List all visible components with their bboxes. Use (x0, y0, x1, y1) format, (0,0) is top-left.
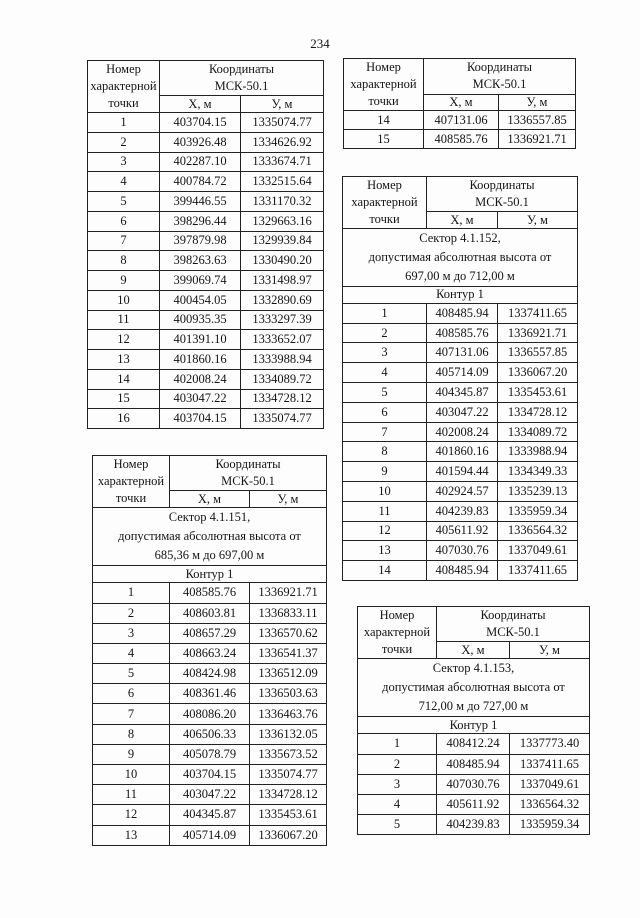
point-number-header-line: точки (381, 642, 413, 657)
table-row (343, 402, 578, 422)
y-coordinate-cell: 1336557.85 (498, 343, 578, 363)
y-coordinate-cell: 1330490.20 (241, 251, 324, 271)
point-number-header-line: характерной (97, 474, 165, 489)
x-coordinate-cell: 404239.83 (427, 501, 498, 521)
point-number-cell: 2 (358, 754, 437, 774)
point-number-header-line: Номер (379, 608, 415, 623)
x-coordinate-cell: 400935.35 (160, 310, 241, 330)
coordinates-header-line: МСК-50.1 (214, 79, 269, 94)
coordinates-table-e (357, 606, 590, 835)
table-row (358, 815, 590, 835)
y-coordinate-cell: 1333652.07 (241, 330, 324, 350)
point-number-cell: 4 (343, 363, 427, 383)
table-row (343, 462, 578, 482)
point-number-cell: 11 (93, 785, 170, 805)
x-coordinate-cell: 401391.10 (160, 330, 241, 350)
x-coordinate-cell: 403047.22 (427, 402, 498, 422)
table-row (343, 422, 578, 442)
table-row (344, 130, 576, 149)
x-coordinate-cell: 403704.15 (170, 765, 250, 785)
y-coordinate-cell: 1333988.94 (241, 350, 324, 370)
page-number: 234 (310, 36, 330, 51)
coordinates-table-b (92, 455, 327, 846)
y-coordinate-cell: 1336564.32 (510, 794, 590, 814)
sector-description-line: Сектор 4.1.152, (419, 231, 501, 245)
y-coordinate-cell: 1336067.20 (250, 825, 327, 845)
table-row (88, 330, 324, 350)
table-row (93, 825, 327, 845)
x-coordinate-cell: 408585.76 (170, 583, 250, 603)
point-number-cell: 5 (93, 664, 170, 684)
coordinates-header (160, 61, 324, 96)
header-row (344, 59, 576, 95)
x-coordinate-cell: 401860.16 (427, 442, 498, 462)
table-row (93, 724, 327, 744)
table-row (343, 303, 578, 323)
y-coordinate-cell: 1336570.62 (250, 623, 327, 643)
sector-description-line: 697,00 м до 712,00 м (405, 269, 515, 283)
y-coordinate-cell: 1336067.20 (498, 363, 578, 383)
x-coordinate-cell: 403704.15 (160, 409, 241, 429)
x-coordinate-cell: 402008.24 (427, 422, 498, 442)
x-coordinate-cell: 404239.83 (437, 815, 510, 835)
y-coordinate-cell: 1336557.85 (499, 111, 576, 130)
y-coordinate-cell: 1334089.72 (241, 369, 324, 389)
sector-description-line: допустимая абсолютная высота от (118, 529, 301, 544)
y-coordinate-cell: 1333988.94 (498, 442, 578, 462)
sector-description-line: допустимая абсолютная высота от (368, 250, 552, 264)
y-coordinate-cell: 1334728.12 (498, 402, 578, 422)
sector-description-line: Сектор 4.1.151, (168, 510, 251, 525)
x-coordinate-cell: 397879.98 (160, 231, 241, 251)
coordinates-header-line: МСК-50.1 (221, 474, 275, 488)
point-number-cell: 9 (93, 744, 170, 764)
point-number-cell: 10 (93, 765, 170, 785)
point-number-cell: 1 (358, 734, 437, 754)
x-coordinate-cell: 408585.76 (424, 130, 499, 149)
table-row (93, 664, 327, 684)
x-coordinate-cell: 408585.76 (427, 323, 498, 343)
y-coordinate-cell: 1332890.69 (241, 290, 324, 310)
point-number-cell: 9 (343, 462, 427, 482)
y-coordinate-cell: 1333674.71 (241, 152, 324, 172)
y-coordinate-cell: 1336564.32 (498, 521, 578, 541)
x-coordinate-cell: 399069.74 (160, 271, 241, 291)
table-row (88, 132, 324, 152)
point-number-cell: 8 (88, 251, 160, 271)
table-row (88, 369, 324, 389)
y-axis-header: У, м (241, 96, 324, 113)
x-coordinate-cell: 402924.57 (427, 482, 498, 502)
point-number-header-line: Номер (366, 60, 401, 74)
point-number-cell: 12 (88, 330, 160, 350)
point-number-cell: 5 (88, 192, 160, 212)
y-coordinate-cell: 1336541.37 (250, 643, 327, 663)
coordinates-header (424, 59, 576, 95)
point-number-cell: 8 (93, 724, 170, 744)
x-coordinate-cell: 407131.06 (424, 111, 499, 130)
table-row (88, 251, 324, 271)
table-row (358, 794, 590, 814)
x-coordinate-cell: 405078.79 (170, 744, 250, 764)
table-row (343, 383, 578, 403)
point-number-cell: 4 (88, 172, 160, 192)
y-coordinate-cell: 1335453.61 (250, 805, 327, 825)
x-coordinate-cell: 401594.44 (427, 462, 498, 482)
point-number-cell: 6 (343, 402, 427, 422)
point-number-cell: 16 (88, 409, 160, 429)
point-number-cell: 15 (344, 130, 424, 149)
point-number-cell: 7 (88, 231, 160, 251)
table-row (343, 482, 578, 502)
point-number-cell: 11 (343, 501, 427, 521)
table-row (343, 323, 578, 343)
y-coordinate-cell: 1335074.77 (250, 765, 327, 785)
coordinates-header-line: Координаты (480, 608, 546, 622)
x-coordinate-cell: 406506.33 (170, 724, 250, 744)
y-coordinate-cell: 1335453.61 (498, 383, 578, 403)
x-coordinate-cell: 407131.06 (427, 343, 498, 363)
x-coordinate-cell: 402287.10 (160, 152, 241, 172)
point-number-header (344, 59, 424, 111)
y-coordinate-cell: 1334728.12 (241, 389, 324, 409)
x-coordinate-cell: 407030.76 (437, 774, 510, 794)
x-coordinate-cell: 399446.55 (160, 192, 241, 212)
coordinates-header (437, 607, 590, 642)
sector-description-line: 685,36 м до 697,00 м (154, 548, 265, 563)
sector-row (343, 229, 578, 287)
point-number-cell: 5 (343, 383, 427, 403)
y-coordinate-cell: 1336833.11 (250, 603, 327, 623)
x-coordinate-cell: 401860.16 (160, 350, 241, 370)
sector-row (358, 659, 590, 717)
coordinates-table-a (87, 60, 324, 429)
point-number-cell: 2 (93, 603, 170, 623)
x-coordinate-cell: 400784.72 (160, 172, 241, 192)
contour-row (358, 717, 590, 734)
coordinates-header-line: Координаты (215, 457, 281, 471)
y-coordinate-cell: 1336512.09 (250, 664, 327, 684)
x-coordinate-cell: 405611.92 (437, 794, 510, 814)
x-coordinate-cell: 408603.81 (170, 603, 250, 623)
table-row (93, 785, 327, 805)
table-row (93, 583, 327, 603)
point-number-header (93, 456, 170, 508)
point-number-header-line: точки (115, 491, 147, 506)
y-coordinate-cell: 1332515.64 (241, 172, 324, 192)
point-number-cell: 4 (93, 643, 170, 663)
table-row (88, 310, 324, 330)
y-coordinate-cell: 1336503.63 (250, 684, 327, 704)
x-axis-header: X, м (427, 212, 498, 229)
point-number-header-line: характерной (363, 625, 431, 640)
point-number-header-line: характерной (90, 79, 157, 93)
point-number-cell: 1 (93, 583, 170, 603)
point-number-cell: 11 (88, 310, 160, 330)
point-number-cell: 13 (343, 541, 427, 561)
x-coordinate-cell: 408412.24 (437, 734, 510, 754)
point-number-cell: 3 (343, 343, 427, 363)
point-number-cell: 3 (88, 152, 160, 172)
point-number-cell: 3 (358, 774, 437, 794)
contour-label: Контур 1 (358, 717, 590, 734)
y-coordinate-cell: 1335959.34 (498, 501, 578, 521)
table-row (358, 734, 590, 754)
header-row (88, 61, 324, 96)
point-number-cell: 5 (358, 815, 437, 835)
point-number-header (88, 61, 160, 113)
y-coordinate-cell: 1336921.71 (499, 130, 576, 149)
header-row (358, 607, 590, 642)
sector-row (93, 508, 327, 566)
x-coordinate-cell: 398263.63 (160, 251, 241, 271)
contour-row (343, 287, 578, 304)
point-number-header-line: Номер (106, 62, 141, 76)
table-row (88, 211, 324, 231)
sector-description-line: допустимая абсолютная высота от (382, 680, 565, 695)
point-number-cell: 4 (358, 794, 437, 814)
x-coordinate-cell: 404345.87 (427, 383, 498, 403)
y-coordinate-cell: 1337411.65 (498, 303, 578, 323)
table-row (343, 521, 578, 541)
point-number-header-line: характерной (351, 195, 418, 209)
y-coordinate-cell: 1329939.84 (241, 231, 324, 251)
y-axis-header: У, м (499, 94, 576, 110)
table-row (343, 501, 578, 521)
point-number-cell: 6 (93, 684, 170, 704)
x-axis-header: X, м (170, 491, 250, 508)
y-coordinate-cell: 1331170.32 (241, 192, 324, 212)
table-row (358, 754, 590, 774)
table-row (88, 192, 324, 212)
y-coordinate-cell: 1337049.61 (510, 774, 590, 794)
point-number-cell: 2 (88, 132, 160, 152)
table-row (88, 350, 324, 370)
y-coordinate-cell: 1335673.52 (250, 744, 327, 764)
x-coordinate-cell: 408424.98 (170, 664, 250, 684)
x-coordinate-cell: 400454.05 (160, 290, 241, 310)
y-coordinate-cell: 1336132.05 (250, 724, 327, 744)
y-coordinate-cell: 1335074.77 (241, 113, 324, 133)
table-row (93, 643, 327, 663)
point-number-cell: 13 (93, 825, 170, 845)
x-coordinate-cell: 402008.24 (160, 369, 241, 389)
table-row (343, 541, 578, 561)
y-axis-header: У, м (250, 491, 327, 508)
coordinates-header-line: МСК-50.1 (475, 195, 529, 210)
point-number-cell: 9 (88, 271, 160, 291)
y-coordinate-cell: 1329663.16 (241, 211, 324, 231)
point-number-header-line: точки (368, 94, 399, 108)
x-axis-header: X, м (424, 94, 499, 110)
table-row (93, 805, 327, 825)
point-number-cell: 14 (343, 561, 427, 581)
x-coordinate-cell: 408485.94 (427, 561, 498, 581)
table-row (93, 623, 327, 643)
point-number-cell: 3 (93, 623, 170, 643)
y-coordinate-cell: 1336921.71 (498, 323, 578, 343)
sector-description (93, 508, 327, 566)
y-axis-header: У, м (510, 642, 590, 659)
x-coordinate-cell: 398296.44 (160, 211, 241, 231)
point-number-header (343, 177, 427, 229)
table-row (88, 152, 324, 172)
y-coordinate-cell: 1333297.39 (241, 310, 324, 330)
x-coordinate-cell: 405714.09 (427, 363, 498, 383)
point-number-header-line: Номер (367, 178, 402, 192)
sector-description (343, 229, 578, 287)
point-number-cell: 1 (343, 303, 427, 323)
y-coordinate-cell: 1334349.33 (498, 462, 578, 482)
point-number-cell: 7 (343, 422, 427, 442)
coordinates-table-c (343, 58, 576, 149)
point-number-cell: 14 (88, 369, 160, 389)
y-axis-header: У, м (498, 212, 578, 229)
table-row (343, 363, 578, 383)
x-coordinate-cell: 408657.29 (170, 623, 250, 643)
table-row (88, 113, 324, 133)
y-coordinate-cell: 1337049.61 (498, 541, 578, 561)
y-coordinate-cell: 1331498.97 (241, 271, 324, 291)
y-coordinate-cell: 1334626.92 (241, 132, 324, 152)
point-number-cell: 8 (343, 442, 427, 462)
y-coordinate-cell: 1334089.72 (498, 422, 578, 442)
table-row (93, 684, 327, 704)
contour-row (93, 566, 327, 583)
table-row (93, 704, 327, 724)
point-number-cell: 1 (88, 113, 160, 133)
x-coordinate-cell: 405611.92 (427, 521, 498, 541)
point-number-cell: 13 (88, 350, 160, 370)
x-coordinate-cell: 405714.09 (170, 825, 250, 845)
table-row (88, 231, 324, 251)
sector-description-line: Сектор 4.1.153, (432, 661, 515, 676)
coordinates-table-d (342, 176, 578, 581)
x-coordinate-cell: 408086.20 (170, 704, 250, 724)
point-number-header (358, 607, 437, 659)
point-number-cell: 14 (344, 111, 424, 130)
y-coordinate-cell: 1334728.12 (250, 785, 327, 805)
sector-description (358, 659, 590, 717)
table-row (88, 172, 324, 192)
point-number-cell: 7 (93, 704, 170, 724)
coordinates-header (427, 177, 578, 212)
point-number-cell: 6 (88, 211, 160, 231)
table-row (343, 343, 578, 363)
sector-description-line: 712,00 м до 727,00 м (418, 699, 529, 714)
header-row (93, 456, 327, 491)
x-coordinate-cell: 403047.22 (160, 389, 241, 409)
table-row (93, 765, 327, 785)
point-number-header-line: точки (108, 96, 139, 110)
point-number-header-line: характерной (350, 77, 417, 91)
y-coordinate-cell: 1335239.13 (498, 482, 578, 502)
x-coordinate-cell: 403926.48 (160, 132, 241, 152)
x-coordinate-cell: 408485.94 (427, 303, 498, 323)
point-number-cell: 12 (93, 805, 170, 825)
table-row (88, 271, 324, 291)
point-number-cell: 12 (343, 521, 427, 541)
x-coordinate-cell: 403704.15 (160, 113, 241, 133)
y-coordinate-cell: 1336921.71 (250, 583, 327, 603)
table-row (88, 389, 324, 409)
table-row (88, 409, 324, 429)
contour-label: Контур 1 (93, 566, 327, 583)
x-coordinate-cell: 408485.94 (437, 754, 510, 774)
coordinates-header-line: МСК-50.1 (472, 77, 527, 92)
x-coordinate-cell: 404345.87 (170, 805, 250, 825)
contour-label: Контур 1 (343, 287, 578, 304)
point-number-cell: 2 (343, 323, 427, 343)
x-axis-header: X, м (437, 642, 510, 659)
point-number-cell: 10 (88, 290, 160, 310)
x-coordinate-cell: 407030.76 (427, 541, 498, 561)
point-number-header-line: точки (369, 212, 400, 226)
y-coordinate-cell: 1335074.77 (241, 409, 324, 429)
coordinates-header-line: Координаты (208, 62, 275, 77)
table-row (343, 561, 578, 581)
x-axis-header: X, м (160, 96, 241, 113)
point-number-cell: 15 (88, 389, 160, 409)
x-coordinate-cell: 408663.24 (170, 643, 250, 663)
coordinates-header-line: МСК-50.1 (486, 625, 540, 639)
x-coordinate-cell: 408361.46 (170, 684, 250, 704)
table-row (93, 744, 327, 764)
x-coordinate-cell: 403047.22 (170, 785, 250, 805)
coordinates-header-line: Координаты (466, 60, 533, 75)
table-row (88, 290, 324, 310)
y-coordinate-cell: 1337411.65 (498, 561, 578, 581)
y-coordinate-cell: 1335959.34 (510, 815, 590, 835)
table-row (93, 603, 327, 623)
coordinates-header (170, 456, 327, 491)
table-row (358, 774, 590, 794)
y-coordinate-cell: 1337411.65 (510, 754, 590, 774)
point-number-cell: 10 (343, 482, 427, 502)
y-coordinate-cell: 1337773.40 (510, 734, 590, 754)
table-row (344, 111, 576, 130)
header-row (343, 177, 578, 212)
y-coordinate-cell: 1336463.76 (250, 704, 327, 724)
table-row (343, 442, 578, 462)
point-number-header-line: Номер (113, 457, 149, 472)
coordinates-header-line: Координаты (469, 178, 535, 193)
